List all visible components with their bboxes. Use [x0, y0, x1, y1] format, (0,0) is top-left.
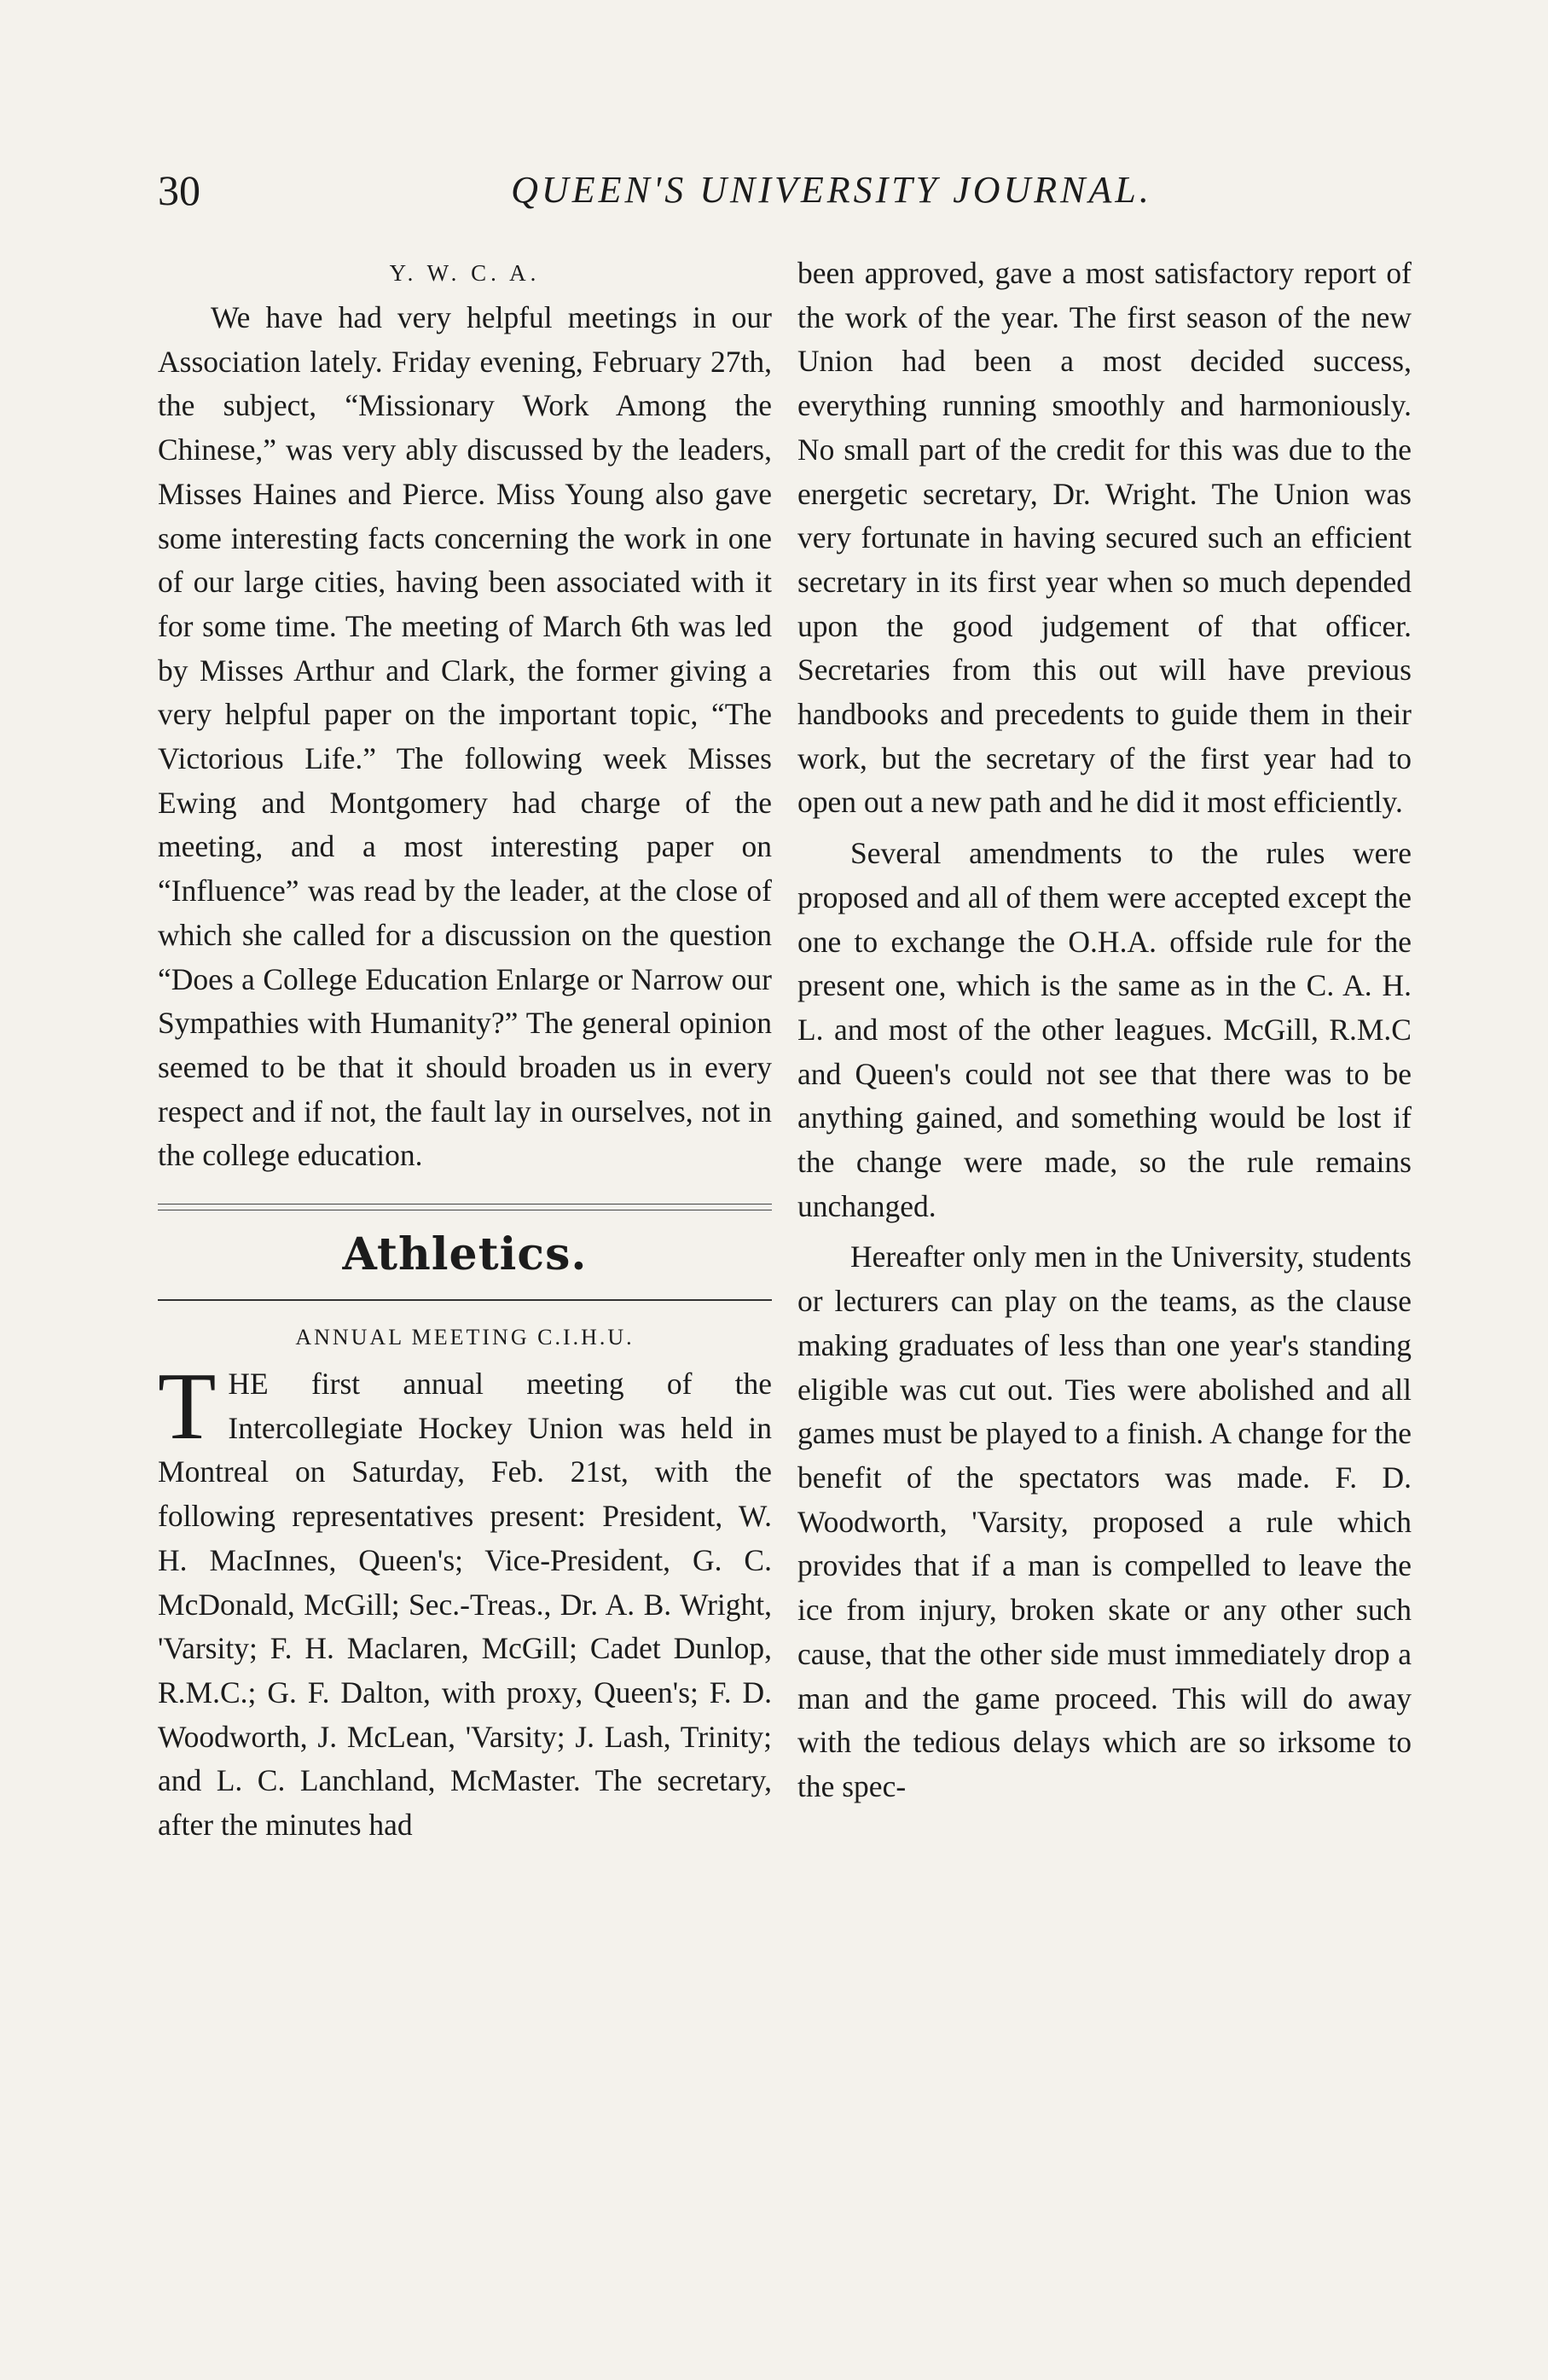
athletics-paragraph-1-text: HE first annual meeting of the Intercollegiate Hockey Union was held in Montreal on Saturday, Feb. 21st, with the following representatives present: President, W. H. MacInnes, Queen's; Vice-President, G. C. McDonald, McGill; Sec.-Treas., Dr. A. B. Wright, 'Varsity; F. H. Maclaren, McGill; Cadet Dunlop, R.M.C.; G. F. Dalton, with proxy, Queen's; F. D. Woodworth, J. McLean, 'Varsity; J. Lash, Trinity; and L. C. Lanchland, McMaster. The secretary, after the minutes had — [158, 1367, 772, 1843]
running-head — [158, 160, 1403, 220]
athletics-title: Athletics. — [342, 1228, 588, 1281]
drop-cap: T — [158, 1354, 217, 1460]
annual-meeting-heading: ANNUAL MEETING C.I.H.U. — [295, 1325, 635, 1350]
athletics-paragraph-1-continued: been approved, gave a most satisfactory report of the work of the year. The first season of the new Union had been a most decided success, everything running smoothly and harmoniously. No small part of the credit for this was due to the energetic secretary, Dr. Wright. The Union was very fortunate in having secured such an efficient secretary in its first year when so much depended upon the good judgement of that officer. Secretaries from this out will have previous handbooks and precedents to guide them in their work, but the secretary of the first year had to open out a new path and he did it most efficiently. — [797, 256, 1412, 820]
ywca-heading: Y. W. C. A. — [389, 260, 541, 286]
left-column — [158, 252, 772, 1855]
section-divider — [158, 1204, 772, 1210]
right-column — [797, 252, 1412, 1816]
athletics-paragraph-2: Several amendments to the rules were proposed and all of them were accepted except the one to exchange the O.H.A. offside rule for the present one, which is the same as in the C. A. H. L. and most of the other leagues. McGill, R.M.C and Queen's could not see that there was to be anything gained, and something would be lost if the change were made, so the rule remains unchanged. — [797, 836, 1412, 1223]
page-number: 30 — [158, 166, 200, 214]
athletics-paragraph-1 — [158, 1354, 772, 1848]
athletics-paragraph-3: Hereafter only men in the University, students or lecturers can play on the teams, as the clause making graduates of less than one year's standing eligible was cut out. Ties were abolished and all games must be played to a finish. A change for the benefit of the spectators was made. F. D. Woodworth, 'Varsity, proposed a rule which provides that if a man is compelled to leave the ice from injury, broken skate or any other such cause, that the other side must immediately drop a man and the game proceed. This will do away with the tedious delays which are so irksome to the spec- — [797, 1239, 1412, 1803]
title-rule — [158, 1299, 772, 1301]
journal-title: QUEEN'S UNIVERSITY JOURNAL. — [511, 169, 1152, 211]
ywca-paragraph: We have had very helpful meetings in our Association lately. Friday evening, February 27th, the subject, “Missionary Work Among the Chinese,” was very ably discussed by the leaders, Misses Haines and Pierce. Miss Young also gave some interesting facts concerning the work in one of our large cities, having been associated with it for some time. The meeting of March 6th was led by Misses Arthur and Clark, the former giving a very helpful paper on the important topic, “The Victorious Life.” The following week Misses Ewing and Montgomery had charge of the meeting, and a most interesting paper on “Influence” was read by the leader, at the close of which she called for a discussion on the question “Does a College Education Enlarge or Narrow our Sympathies with Humanity?” The general opinion seemed to be that it should broaden us in every respect and if not, the fault lay in ourselves, not in the college education. — [158, 300, 772, 1173]
